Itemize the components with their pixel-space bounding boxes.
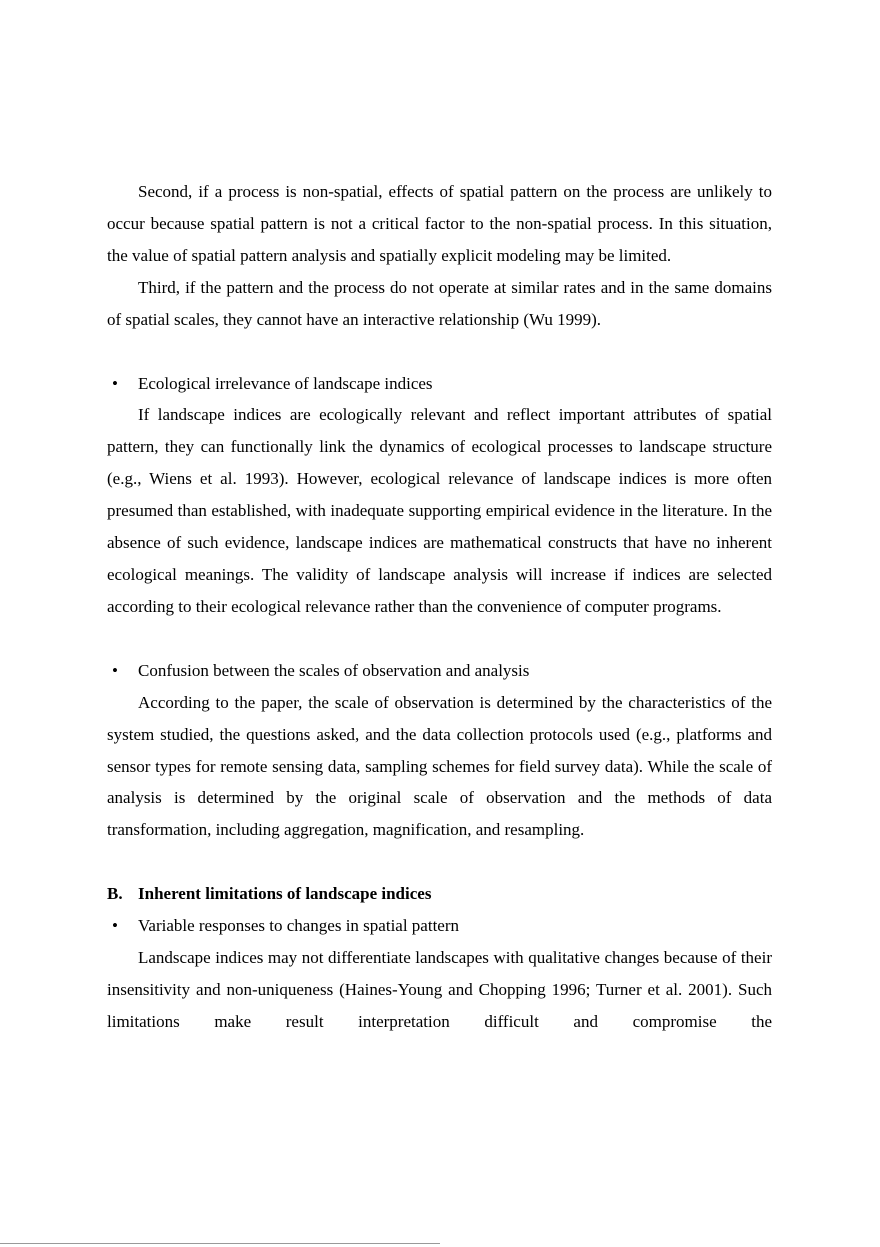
document-page <box>107 176 772 1038</box>
paragraph-gap <box>107 623 772 655</box>
bullet-dot-icon: • <box>112 373 118 393</box>
section-letter: B. <box>107 884 123 904</box>
section-title: Inherent limitations of landscape indices <box>138 884 432 904</box>
paragraph-gap <box>107 336 772 368</box>
bullet-label: Confusion between the scales of observation and analysis <box>138 660 530 680</box>
bullet-scale-confusion <box>107 655 772 687</box>
bullet-dot-icon: • <box>112 660 118 680</box>
bullet-label: Ecological irrelevance of landscape indices <box>138 373 433 393</box>
bullet-label: Variable responses to changes in spatial pattern <box>138 916 460 936</box>
paragraph-variable-responses: Landscape indices may not differentiate landscapes with qualitative changes because of their insensitivity and non-uniqueness (Haines-Young and Chopping 1996; Turner et al. 2001). Such limitations make result interpretation difficult and compromise the <box>107 948 772 1031</box>
paragraph-second-point: Second, if a process is non-spatial, effects of spatial pattern on the process are unlikely to occur because spatial pattern is not a critical factor to the non-spatial process. In this situation, the value of spatial pattern analysis and spatially explicit modeling may be limited. <box>107 182 772 265</box>
footnote-separator-line <box>0 1243 440 1244</box>
section-heading-b <box>107 878 772 910</box>
bullet-variable-responses <box>107 910 772 942</box>
paragraph-scale-confusion: According to the paper, the scale of observation is determined by the characteristics of the system studied, the questions asked, and the data collection protocols used (e.g., platforms and sensor types for remote sensing data, sampling schemes for field survey data). While the scale of analysis is determined by the original scale of observation and the methods of data transformation, including aggregation, magnification, and resampling. <box>107 692 772 840</box>
bullet-ecological-irrelevance <box>107 368 772 400</box>
paragraph-gap <box>107 846 772 878</box>
bullet-dot-icon: • <box>112 916 118 936</box>
paragraph-ecological-irrelevance: If landscape indices are ecologically relevant and reflect important attributes of spatial pattern, they can functionally link the dynamics of ecological processes to landscape structure (e.g., Wiens et al. 1993). However, ecological relevance of landscape indices is more often presumed than established, with inadequate supporting empirical evidence in the literature. In the absence of such evidence, landscape indices are mathematical constructs that have no inherent ecological meanings. The validity of landscape analysis will increase if indices are selected according to their ecological relevance rather than the convenience of computer programs. <box>107 405 772 616</box>
paragraph-third-point: Third, if the pattern and the process do not operate at similar rates and in the same domains of spatial scales, they cannot have an interactive relationship (Wu 1999). <box>107 277 772 329</box>
